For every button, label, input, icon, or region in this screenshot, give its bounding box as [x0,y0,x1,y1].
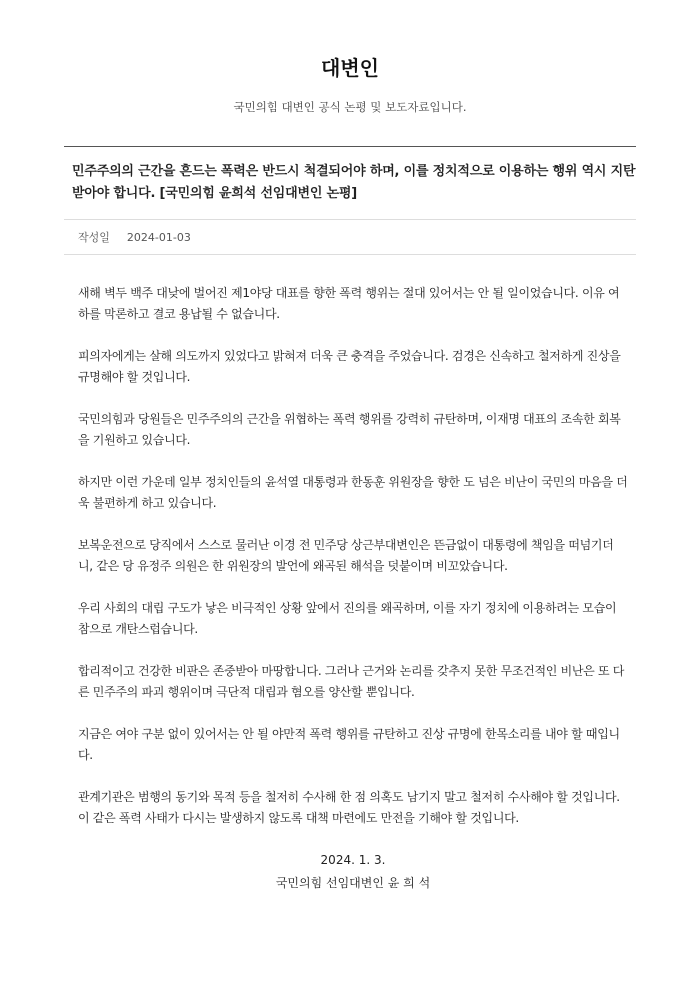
paragraph: 우리 사회의 대립 구도가 낳은 비극적인 상황 앞에서 진의를 왜곡하며, 이를 자기 정치에 이용하려는 모습이 참으로 개탄스럽습니다. [78,601,617,636]
article [64,146,636,894]
article-title: 민주주의의 근간을 흔드는 폭력은 반드시 척결되어야 하며, 이를 정치적으로 이용하는 행위 역시 지탄받아야 합니다. [국민의힘 윤희석 선임대변인 논평] [72,164,636,201]
signature-date: 2024. 1. 3. [320,853,386,867]
site-title: 대변인 [321,56,379,80]
article-meta [64,220,636,254]
site-subtitle: 국민의힘 대변인 공식 논평 및 보도자료입니다. [233,100,467,114]
paragraph: 새해 벽두 백주 대낮에 벌어진 제1야당 대표를 향한 폭력 행위는 절대 있어서는 안 될 일이었습니다. 이유 여하를 막론하고 결코 용납될 수 없습니다. [78,286,620,321]
date-value: 2024-01-03 [126,230,191,244]
paragraph: 관계기관은 범행의 동기와 목적 등을 철저히 수사해 한 점 의혹도 남기지 말고 철저히 수사해야 할 것입니다. 이 같은 폭력 사태가 다시는 발생하지 않도록 대책 마련에도 만전을 기해야 할 것입니다. [78,790,620,825]
paragraph: 하지만 이런 가운데 일부 정치인들의 윤석열 대통령과 한동훈 위원장을 향한 도 넘은 비난이 국민의 마음을 더욱 불편하게 하고 있습니다. [78,475,628,510]
paragraph: 피의자에게는 살해 의도까지 있었다고 밝혀져 더욱 큰 충격을 주었습니다. 검경은 신속하고 철저하게 진상을 규명해야 할 것입니다. [78,349,621,384]
paragraph: 지금은 여야 구분 없이 있어서는 안 될 야만적 폭력 행위를 규탄하고 진상 규명에 한목소리를 내야 할 때입니다. [78,727,620,762]
paragraph: 보복운전으로 당직에서 스스로 물러난 이경 전 민주당 상근부대변인은 뜬금없이 대통령에 책임을 떠넘기더니, 같은 당 유정주 의원은 한 위원장의 발언에 왜곡된 해석을 덧붙이며 비꼬았습니다. [78,538,614,573]
article-body [64,255,636,894]
date-label: 작성일 [78,231,110,244]
site-header [0,0,700,115]
signature-block [78,850,628,894]
paragraph: 국민의힘과 당원들은 민주주의의 근간을 위협하는 폭력 행위를 강력히 규탄하며, 이재명 대표의 조속한 회복을 기원하고 있습니다. [78,412,621,447]
signature-author: 국민의힘 선임대변인 윤 희 석 [275,876,431,890]
top-divider [64,146,636,147]
paragraph: 합리적이고 건강한 비판은 존중받아 마땅합니다. 그러나 근거와 논리를 갖추지 못한 무조건적인 비난은 또 다른 민주주의 파괴 행위이며 극단적 대립과 혐오를 양산할 뿐입니다. [78,664,625,699]
